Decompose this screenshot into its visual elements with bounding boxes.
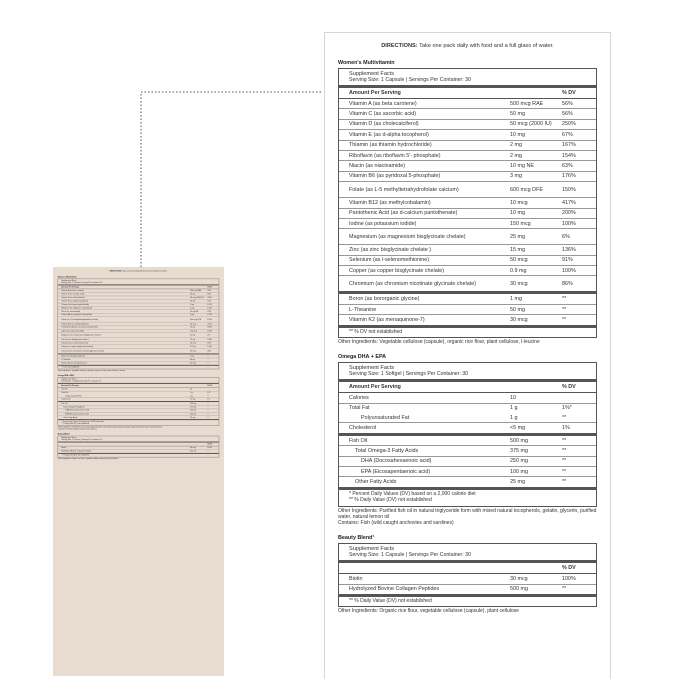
amount-value: 600 mcg DFE: [510, 186, 543, 193]
table-header-row: [339, 563, 596, 574]
dv-value: 91%: [207, 342, 212, 345]
beauty-facts-header: [339, 544, 596, 563]
serving-info: Serving Size: 1 Capsule | Servings Per Container: 30: [349, 552, 471, 559]
beauty-title: Beauty Blend¹: [57, 433, 70, 436]
amount-value: 3 mg: [510, 173, 522, 180]
dv-value: 176%: [207, 314, 213, 317]
nutrient-name: Biotin: [349, 575, 363, 582]
nutrient-name: Riboflavin (as riboflavin 5'- phosphate): [61, 307, 93, 310]
nutrient-name: L-Theanine: [61, 358, 71, 361]
amount-value: 100 mg: [190, 412, 197, 415]
table-row: [339, 198, 596, 208]
nutrient-name: Vitamin K2 (as menaquinone-7): [61, 362, 87, 365]
nutrient-name: Cholesterol: [349, 425, 377, 432]
amount-value: 1 mg: [190, 355, 195, 358]
omega-note-2: ** % Daily Value (DV) not established: [61, 422, 90, 425]
table-row: [339, 182, 596, 198]
amount-value: 25 mg: [510, 233, 525, 240]
dv-value: **: [207, 358, 209, 361]
amount-value: 250 mg: [510, 458, 528, 465]
amount-value: 1 g: [510, 405, 518, 412]
table-row: [339, 256, 596, 266]
amount-value: 10: [190, 388, 193, 391]
table-row: [339, 574, 596, 584]
amount-value: 150 mcg: [190, 329, 197, 332]
beauty-facts-table: [58, 436, 219, 458]
nutrient-name: Total Omega-3 Fatty Acids: [355, 447, 419, 454]
nutrient-name: Vitamin E (as d-alpha tocopherol): [349, 131, 429, 138]
dv-value: 136%: [207, 338, 213, 341]
amount-value: 15 mg: [190, 338, 196, 341]
nutrient-name: Total Fat: [349, 405, 370, 412]
nutrient-name: Calories: [61, 388, 69, 391]
womens-extra-rows: [58, 355, 219, 366]
omega-other: Other Ingredients: Purified fish oil in natural triglyceride form with mixed natural tocopherols, gelatin, glycerin, purified water, natural lemon oil: [338, 507, 597, 520]
dv-value: 63%: [207, 310, 212, 313]
dv-value: **: [207, 394, 209, 397]
nutrient-name: Hydrolyzed Bovine Collagen Peptides: [349, 586, 440, 593]
womens-note: ** % DV not established: [349, 328, 403, 335]
omega-rows: [339, 393, 596, 490]
nutrient-name: Vitamin B6 (as pyridoxal 5-phosphate): [61, 314, 92, 317]
serving-info: Serving Size: 1 Capsule | Servings Per Container: 30: [61, 438, 103, 441]
amount-value: 0.9 mg: [510, 267, 527, 274]
dv-value: **: [207, 450, 209, 453]
dv-value: 56%: [562, 100, 573, 107]
dv-value: 200%: [562, 210, 576, 217]
dv-value: 150%: [207, 318, 213, 321]
nutrient-name: Fish Oil: [349, 437, 368, 444]
dv-value: **: [207, 416, 209, 419]
amount-header: Amount Per Serving: [61, 286, 79, 289]
nutrient-name: EPA (Eicosapentaenoic acid): [361, 468, 431, 475]
nutrient-name: DHA (Docosahexaenoic acid): [65, 409, 89, 412]
dv-value: 154%: [562, 152, 576, 159]
nutrient-name: Selenium (as l-selenomethionine): [61, 342, 89, 345]
dv-value: 154%: [207, 307, 213, 310]
nutrient-name: Folate (as L-5 methyltetrahydrofolate calcium): [349, 186, 459, 193]
nutrient-name: DHA (Docosahexaenoic acid): [361, 458, 432, 465]
dv-value: 1%: [562, 425, 570, 432]
dv-value: 67%: [562, 131, 573, 138]
dv-value: 167%: [562, 142, 576, 149]
thumbnail-label: [53, 267, 224, 463]
amount-value: 10 mcg: [510, 199, 528, 206]
dv-value: 1%*: [207, 391, 211, 394]
amount-header: Amount Per Serving: [61, 384, 79, 387]
amount-value: 500 mcg RAE: [190, 289, 202, 292]
amount-value: 30 mcg: [510, 575, 528, 582]
dv-value: 100%: [562, 220, 576, 227]
supplement-content: [325, 33, 610, 615]
amount-value: 600 mcg DFE: [190, 318, 202, 321]
table-row: [339, 219, 596, 229]
dv-value: 1%: [207, 398, 211, 401]
nutrient-name: Vitamin D (as cholecalciferol): [61, 296, 85, 299]
amount-value: 10 mg NE: [510, 163, 534, 170]
beauty-note: ** % Daily Value (DV) not established: [349, 597, 432, 604]
dv-value: 56%: [562, 111, 573, 118]
nutrient-name: Vitamin B12 (as methylcobalamin): [349, 199, 431, 206]
amount-header: Amount Per Serving: [349, 90, 401, 96]
dv-value: 176%: [562, 173, 576, 180]
dv-value: 100%: [207, 329, 213, 332]
dv-header: % DV: [207, 384, 213, 387]
nutrient-name: Zinc (as zinc bisglycinate chelate ): [349, 246, 432, 253]
dv-value: 100%: [562, 575, 576, 582]
amount-value: 10 mg: [510, 210, 525, 217]
beauty-facts-table: [338, 543, 597, 607]
dv-header: % DV: [562, 565, 576, 572]
nutrient-name: Iodine (as potassium iodide): [61, 329, 84, 332]
nutrient-name: Pantothenic Acid (as d-calcium pantothenate): [349, 210, 458, 217]
nutrient-name: Vitamin D (as cholecalciferol): [349, 121, 419, 128]
amount-value: 50 mg: [190, 293, 196, 296]
table-row: [339, 266, 596, 276]
table-row: [339, 585, 596, 597]
table-row: [339, 413, 596, 423]
dv-value: **: [207, 409, 209, 412]
dv-value: 100%: [207, 345, 213, 348]
omega-other-ingredients: [338, 508, 597, 527]
nutrient-name: Selenium (as l-selenomethionine): [349, 257, 430, 264]
beauty-rows: [58, 446, 219, 454]
dv-value: **: [562, 306, 567, 313]
table-row: [339, 172, 596, 182]
table-header-row: [339, 88, 596, 99]
amount-value: 10 mcg: [190, 322, 196, 325]
dv-value: 67%: [207, 300, 212, 303]
amount-value: 2 mg: [510, 152, 522, 159]
womens-note: ** % DV not established: [61, 366, 80, 369]
beauty-other-ingredients: Other Ingredients: Organic rice flour, vegetable cellulose (capsule), plant cellulose: [338, 608, 519, 615]
nutrient-name: Polyunsaturated Fat: [361, 414, 410, 421]
table-row: [339, 446, 596, 456]
amount-value: 2 mg: [510, 142, 522, 149]
amount-value: 500 mg: [190, 402, 197, 405]
omega-contains: Contains: Fish (wild caught anchovies and sardines): [338, 519, 454, 526]
womens-facts-table: [58, 279, 219, 369]
amount-value: 10 mg NE: [190, 310, 199, 313]
nutrient-name: Pantothenic Acid (as d-calcium pantothenate): [61, 326, 98, 329]
nutrient-name: Vitamin C (as ascorbic acid): [349, 111, 417, 118]
dv-value: 56%: [207, 289, 212, 292]
amount-value: 250 mg: [190, 409, 197, 412]
womens-extra-rows: [339, 294, 596, 327]
nutrient-name: Copper (as copper bisglycinate chelate): [349, 267, 444, 274]
nutrient-name: Thiamin (as thiamin hydrochloride): [349, 142, 432, 149]
directions-text: DIRECTIONS: Take one pack daily with food and a full glass of water.: [109, 270, 168, 273]
amount-value: 10 mg: [190, 300, 196, 303]
dv-value: 150%: [562, 186, 576, 193]
dv-value: **: [207, 355, 209, 358]
womens-rows: [339, 99, 596, 294]
nutrient-name: Polyunsaturated Fat: [65, 394, 82, 397]
dv-value: 100%: [207, 446, 213, 449]
table-row: [339, 161, 596, 171]
table-row: [339, 120, 596, 130]
omega-facts-header: [339, 363, 596, 382]
amount-value: 150 mcg: [510, 220, 531, 227]
dv-value: 1%*: [562, 405, 572, 412]
facts-title: Supplement Facts: [61, 279, 77, 282]
omega-title: Omega DHA + EPA: [338, 354, 387, 361]
dv-value: **: [562, 586, 567, 593]
table-row: [339, 276, 596, 294]
dv-value: **: [562, 437, 567, 444]
facts-title: Supplement Facts: [61, 378, 77, 381]
amount-header: Amount Per Serving: [349, 384, 401, 391]
serving-info: Serving Size: 1 Capsule | Servings Per Container: 30: [61, 281, 103, 284]
amount-value: 375 mg: [190, 405, 197, 408]
table-row: [339, 305, 596, 315]
amount-value: 15 mg: [510, 246, 525, 253]
table-row: [339, 315, 596, 327]
nutrient-name: Vitamin B12 (as methylcobalamin): [61, 322, 89, 325]
omega-note-2: ** % Daily Value (DV) not established: [349, 497, 432, 504]
amount-value: 30 mcg: [190, 362, 196, 365]
amount-value: 2 mg: [190, 307, 195, 310]
nutrient-name: Other Fatty Acids: [355, 479, 397, 486]
table-row: [339, 141, 596, 151]
amount-value: 500 mcg RAE: [510, 100, 544, 107]
amount-value: 25 mg: [190, 416, 196, 419]
amount-value: 1 g: [190, 394, 193, 397]
womens-title: Women's Multivitamin: [57, 276, 77, 279]
dv-value: **: [562, 414, 567, 421]
nutrient-name: Vitamin B6 (as pyridoxal 5-phosphate): [349, 173, 441, 180]
nutrient-name: Riboflavin (as riboflavin 5'- phosphate): [349, 152, 441, 159]
facts-title: Supplement Facts: [349, 71, 395, 77]
omega-other: Other Ingredients: Purified fish oil in natural triglyceride form with mixed natural tocopherols, gelatin, glycerin, purified water, natural lemon oil: [57, 425, 162, 428]
nutrient-name: Calories: [349, 394, 369, 401]
dv-value: **: [207, 362, 209, 365]
nutrient-name: Total Fat: [61, 391, 69, 394]
dv-value: 250%: [207, 296, 213, 299]
amount-value: 0.9 mg: [190, 345, 196, 348]
table-row: [339, 151, 596, 161]
womens-facts-header: [339, 69, 596, 88]
dv-value: 167%: [207, 303, 213, 306]
nutrient-name: Cholesterol: [61, 398, 71, 401]
nutrient-name: Biotin: [61, 446, 66, 449]
dv-value: **: [562, 468, 567, 475]
womens-facts-table: [338, 68, 597, 338]
nutrient-name: Other Fatty Acids: [63, 416, 78, 419]
facts-title: Supplement Facts: [349, 365, 395, 372]
amount-value: 500 mg: [190, 450, 197, 453]
dv-value: 6%: [562, 233, 570, 240]
nutrient-name: L-Theanine: [349, 306, 377, 313]
thumbnail-card: [53, 267, 224, 676]
omega-facts-table: [338, 362, 597, 506]
nutrient-name: Total Omega-3 Fatty Acids: [63, 405, 85, 408]
dv-header: % DV: [207, 443, 213, 446]
table-header-row: [339, 382, 596, 393]
womens-other-ingredients: Other Ingredients: Vegetable cellulose (capsule), organic rice flour, plant cellulose, l-leucine: [338, 339, 540, 346]
amount-value: 10 mg: [190, 326, 196, 329]
directions-text: DIRECTIONS: Take one pack daily with food and a full glass of water.: [381, 43, 554, 49]
table-row: [339, 229, 596, 245]
table-row: [339, 245, 596, 255]
amount-value: 10 mg: [510, 131, 525, 138]
table-row: [339, 209, 596, 219]
amount-value: 500 mg: [510, 586, 528, 593]
nutrient-name: Vitamin K2 (as menaquinone-7): [349, 316, 425, 323]
serving-info: Serving Size: 1 Softgel | Servings Per Container: 30: [349, 371, 468, 378]
nutrient-name: Iodine (as potassium iodide): [349, 220, 417, 227]
serving-info: Serving Size: 1 Softgel | Servings Per Container: 30: [61, 380, 102, 383]
amount-value: 50 mcg: [510, 257, 528, 264]
womens-title: Women's Multivitamin: [338, 60, 395, 66]
dv-value: 91%: [562, 257, 573, 264]
dv-header: % DV: [562, 90, 576, 96]
amount-value: 50 mcg (2000 IU): [190, 296, 204, 299]
amount-value: 1 g: [190, 391, 193, 394]
amount-value: 30 mcg: [510, 280, 528, 287]
beauty-other-ingredients: Other Ingredients: Organic rice flour, vegetable cellulose (capsule), plant cellulose: [57, 457, 119, 460]
dv-value: **: [562, 458, 567, 465]
nutrient-name: Fish Oil: [61, 402, 68, 405]
table-row: [339, 294, 596, 304]
nutrient-name: Folate (as L-5 methyltetrahydrofolate calcium): [61, 318, 99, 321]
omega-notes: [339, 490, 596, 506]
dv-value: 417%: [562, 199, 576, 206]
omega-notes: [58, 420, 219, 425]
amount-value: 25 mg: [510, 479, 525, 486]
nutrient-name: Zinc (as zinc bisglycinate chelate ): [61, 338, 89, 341]
table-row: [339, 467, 596, 477]
table-row: [339, 130, 596, 140]
omega-title: Omega DHA + EPA: [57, 374, 74, 377]
amount-value: 50 mg: [190, 358, 196, 361]
dv-value: **: [562, 316, 567, 323]
nutrient-name: EPA (Eicosapentaenoic acid): [65, 412, 89, 415]
dv-value: 56%: [207, 293, 212, 296]
nutrient-name: Thiamin (as thiamin hydrochloride): [61, 303, 90, 306]
amount-value: 30 mcg: [510, 316, 528, 323]
facts-title: Supplement Facts: [61, 436, 77, 439]
beauty-rows: [339, 574, 596, 597]
nutrient-name: Chromium (as chromium nicotinate glycinate chelate): [349, 280, 477, 287]
dv-value: 200%: [207, 326, 213, 329]
table-row: [339, 436, 596, 446]
omega-note-1: * Percent Daily Values (DV) based on a 2,000 calorie diet: [61, 420, 104, 423]
amount-value: 50 mg: [510, 111, 525, 118]
dv-value: 86%: [562, 280, 573, 287]
nutrient-name: Niacin (as niacinamide): [61, 310, 81, 313]
facts-title: Supplement Facts: [349, 546, 395, 553]
dv-value: 417%: [207, 322, 213, 325]
nutrient-name: Vitamin A (as beta carotene): [61, 289, 85, 292]
amount-value: 375 mg: [510, 447, 528, 454]
dv-value: 6%: [207, 334, 211, 337]
nutrient-name: Vitamin C (as ascorbic acid): [61, 293, 84, 296]
table-row: [339, 423, 596, 435]
dv-value: 86%: [207, 350, 212, 353]
supplement-panel: [324, 32, 611, 679]
nutrient-name: Copper (as copper bisglycinate chelate): [61, 345, 94, 348]
beauty-note: ** % Daily Value (DV) not established: [61, 454, 90, 457]
nutrient-name: Vitamin A (as beta carotene): [349, 100, 417, 107]
nutrient-name: Hydrolyzed Bovine Collagen Peptides: [61, 450, 92, 453]
nutrient-name: Vitamin E (as d-alpha tocopherol): [61, 300, 89, 303]
nutrient-name: Chromium (as chromium nicotinate glycinate chelate): [61, 350, 104, 353]
dv-value: **: [207, 412, 209, 415]
dv-value: 250%: [562, 121, 576, 128]
table-row: [339, 99, 596, 109]
dv-header: % DV: [562, 384, 576, 391]
nutrient-name: Boron (as bororganic glycine): [349, 296, 420, 303]
table-row: [339, 477, 596, 489]
amount-value: 50 mg: [510, 306, 525, 313]
serving-info: Serving Size: 1 Capsule | Servings Per Container: 30: [349, 77, 471, 83]
table-row: [339, 393, 596, 403]
dv-value: **: [207, 402, 209, 405]
amount-value: 10: [510, 394, 516, 401]
amount-value: 500 mg: [510, 437, 528, 444]
dv-value: **: [562, 479, 567, 486]
amount-value: 30 mcg: [190, 446, 196, 449]
omega-note-1: * Percent Daily Values (DV) based on a 2,000 calorie diet: [349, 490, 476, 497]
dv-value: **: [562, 447, 567, 454]
amount-value: 1 g: [510, 414, 518, 421]
table-row: [339, 457, 596, 467]
nutrient-name: Boron (as bororganic glycine): [61, 355, 85, 358]
beauty-title: Beauty Blend¹: [338, 535, 375, 542]
dv-value: 136%: [562, 246, 576, 253]
amount-value: 1 mg: [510, 296, 522, 303]
amount-value: 100 mg: [510, 468, 528, 475]
amount-value: 3 mg: [190, 314, 195, 317]
table-row: [339, 109, 596, 119]
dv-header: % DV: [207, 286, 213, 289]
dv-value: **: [562, 296, 567, 303]
womens-rows: [58, 289, 219, 354]
nutrient-name: Magnesium (as magnesium bisglycinate chelate): [61, 334, 101, 337]
table-row: [339, 404, 596, 413]
amount-value: <5 mg: [510, 425, 526, 432]
amount-value: 50 mcg: [190, 342, 196, 345]
amount-value: 25 mg: [190, 334, 196, 337]
dv-value: **: [207, 405, 209, 408]
nutrient-name: Niacin (as niacinamide): [349, 163, 406, 170]
amount-value: 30 mcg: [190, 350, 196, 353]
dv-value: 63%: [562, 163, 573, 170]
thumbnail-content: [53, 267, 224, 463]
amount-value: 2 mg: [190, 303, 195, 306]
amount-value: <5 mg: [190, 398, 196, 401]
womens-other-ingredients: Other Ingredients: Vegetable cellulose (capsule), organic rice flour, plant cellulose, l-leucine: [57, 369, 126, 372]
omega-contains: Contains: Fish (wild caught anchovies and sardines): [57, 428, 97, 431]
dv-value: 100%: [562, 267, 576, 274]
amount-value: 50 mcg (2000 IU): [510, 121, 552, 128]
nutrient-name: Magnesium (as magnesium bisglycinate chelate): [349, 233, 466, 240]
connector-line: [140, 91, 322, 267]
